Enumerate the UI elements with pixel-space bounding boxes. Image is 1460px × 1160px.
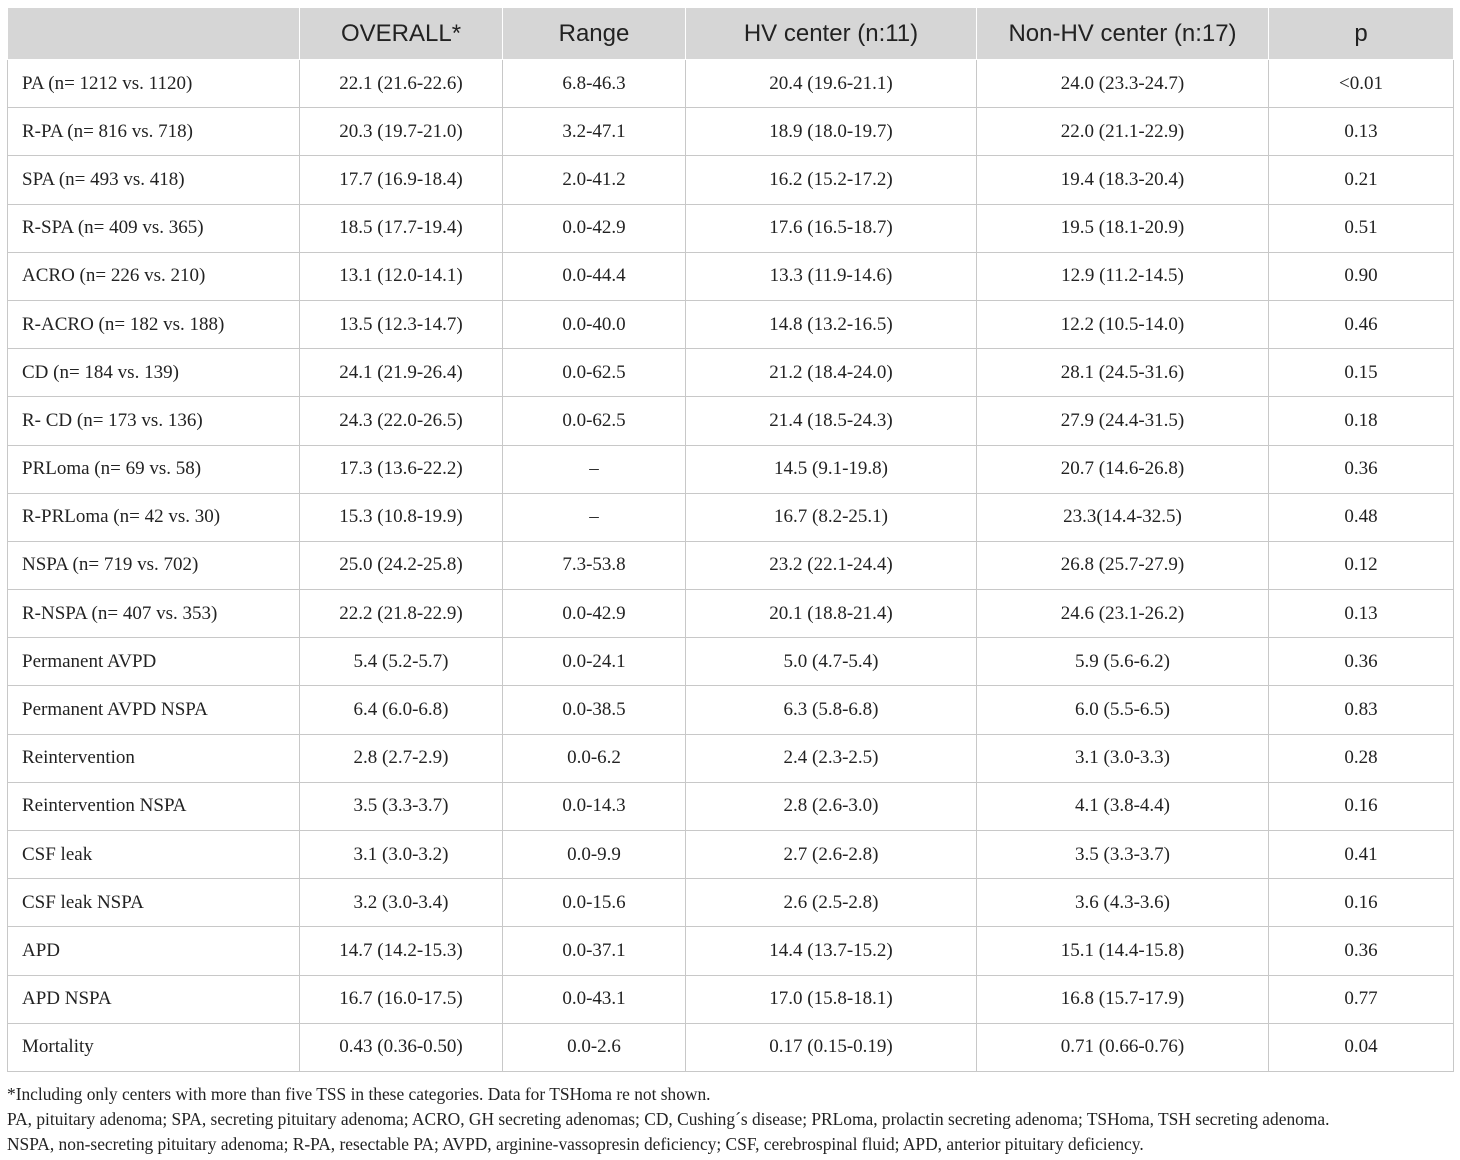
p-value: 0.28 [1269, 734, 1454, 782]
table-row [8, 541, 1454, 589]
range-value: 0.0-24.1 [503, 638, 686, 686]
hv-center-value: 20.1 (18.8-21.4) [686, 590, 977, 638]
row-label: Permanent AVPD NSPA [8, 686, 300, 734]
table-row [8, 204, 1454, 252]
table-row [8, 300, 1454, 348]
overall-value: 22.1 (21.6-22.6) [300, 60, 503, 108]
overall-value: 24.3 (22.0-26.5) [300, 397, 503, 445]
table-row [8, 445, 1454, 493]
header-hv-center: HV center (n:11) [686, 8, 977, 60]
hv-center-value: 2.4 (2.3-2.5) [686, 734, 977, 782]
p-value: 0.51 [1269, 204, 1454, 252]
overall-value: 14.7 (14.2-15.3) [300, 927, 503, 975]
hv-center-value: 21.2 (18.4-24.0) [686, 349, 977, 397]
row-label: SPA (n= 493 vs. 418) [8, 156, 300, 204]
p-value: 0.48 [1269, 493, 1454, 541]
row-label: APD [8, 927, 300, 975]
table-row [8, 879, 1454, 927]
range-value: 3.2-47.1 [503, 108, 686, 156]
p-value: 0.15 [1269, 349, 1454, 397]
range-value: 0.0-37.1 [503, 927, 686, 975]
footnote-abbreviations-2: NSPA, non-secreting pituitary adenoma; R-PA, resectable PA; AVPD, arginine-vassopresin deficiency; CSF, cerebrospinal fluid; APD, anterior pituitary deficiency. [7, 1134, 1144, 1154]
non-hv-center-value: 28.1 (24.5-31.6) [977, 349, 1269, 397]
row-label: Mortality [8, 1023, 300, 1071]
table-footnotes [7, 1082, 1453, 1157]
hv-center-value: 14.5 (9.1-19.8) [686, 445, 977, 493]
overall-value: 2.8 (2.7-2.9) [300, 734, 503, 782]
table-row [8, 734, 1454, 782]
hv-center-value: 14.8 (13.2-16.5) [686, 300, 977, 348]
header-label-column [8, 8, 300, 60]
range-value: 0.0-6.2 [503, 734, 686, 782]
row-label: Reintervention [8, 734, 300, 782]
hv-center-value: 17.0 (15.8-18.1) [686, 975, 977, 1023]
table-row [8, 975, 1454, 1023]
p-value: 0.18 [1269, 397, 1454, 445]
table-row [8, 638, 1454, 686]
row-label: PA (n= 1212 vs. 1120) [8, 60, 300, 108]
p-value: 0.13 [1269, 108, 1454, 156]
row-label: APD NSPA [8, 975, 300, 1023]
overall-value: 3.1 (3.0-3.2) [300, 831, 503, 879]
non-hv-center-value: 12.9 (11.2-14.5) [977, 252, 1269, 300]
non-hv-center-value: 24.6 (23.1-26.2) [977, 590, 1269, 638]
p-value: 0.46 [1269, 300, 1454, 348]
overall-value: 17.3 (13.6-22.2) [300, 445, 503, 493]
non-hv-center-value: 24.0 (23.3-24.7) [977, 60, 1269, 108]
hv-center-value: 5.0 (4.7-5.4) [686, 638, 977, 686]
table-row [8, 493, 1454, 541]
row-label: R- CD (n= 173 vs. 136) [8, 397, 300, 445]
table-row [8, 252, 1454, 300]
p-value: 0.21 [1269, 156, 1454, 204]
row-label: Reintervention NSPA [8, 782, 300, 830]
range-value: – [503, 493, 686, 541]
hv-center-value: 2.6 (2.5-2.8) [686, 879, 977, 927]
p-value: 0.77 [1269, 975, 1454, 1023]
row-label: CSF leak NSPA [8, 879, 300, 927]
range-value: 0.0-44.4 [503, 252, 686, 300]
footnote-abbreviations-1: PA, pituitary adenoma; SPA, secreting pituitary adenoma; ACRO, GH secreting adenomas; CD, Cushing´s disease; PRLoma, prolactin secreting adenoma; TSHoma, TSH secreting adenoma. [7, 1109, 1330, 1129]
hv-center-value: 16.7 (8.2-25.1) [686, 493, 977, 541]
range-value: 0.0-14.3 [503, 782, 686, 830]
overall-value: 6.4 (6.0-6.8) [300, 686, 503, 734]
overall-value: 18.5 (17.7-19.4) [300, 204, 503, 252]
header-row [8, 8, 1454, 60]
hv-center-value: 0.17 (0.15-0.19) [686, 1023, 977, 1071]
p-value: 0.36 [1269, 445, 1454, 493]
range-value: 6.8-46.3 [503, 60, 686, 108]
row-label: R-SPA (n= 409 vs. 365) [8, 204, 300, 252]
hv-center-value: 21.4 (18.5-24.3) [686, 397, 977, 445]
overall-value: 0.43 (0.36-0.50) [300, 1023, 503, 1071]
p-value: 0.13 [1269, 590, 1454, 638]
table-row [8, 156, 1454, 204]
p-value: 0.16 [1269, 879, 1454, 927]
p-value: 0.16 [1269, 782, 1454, 830]
results-table-container [7, 7, 1453, 1072]
overall-value: 13.5 (12.3-14.7) [300, 300, 503, 348]
non-hv-center-value: 15.1 (14.4-15.8) [977, 927, 1269, 975]
p-value: 0.12 [1269, 541, 1454, 589]
hv-center-value: 6.3 (5.8-6.8) [686, 686, 977, 734]
non-hv-center-value: 22.0 (21.1-22.9) [977, 108, 1269, 156]
overall-value: 25.0 (24.2-25.8) [300, 541, 503, 589]
table-row [8, 927, 1454, 975]
p-value: 0.90 [1269, 252, 1454, 300]
p-value: 0.36 [1269, 927, 1454, 975]
hv-center-value: 2.7 (2.6-2.8) [686, 831, 977, 879]
range-value: 0.0-2.6 [503, 1023, 686, 1071]
overall-value: 20.3 (19.7-21.0) [300, 108, 503, 156]
non-hv-center-value: 3.6 (4.3-3.6) [977, 879, 1269, 927]
hv-center-value: 17.6 (16.5-18.7) [686, 204, 977, 252]
overall-value: 5.4 (5.2-5.7) [300, 638, 503, 686]
row-label: PRLoma (n= 69 vs. 58) [8, 445, 300, 493]
non-hv-center-value: 5.9 (5.6-6.2) [977, 638, 1269, 686]
range-value: 0.0-42.9 [503, 590, 686, 638]
hv-center-value: 2.8 (2.6-3.0) [686, 782, 977, 830]
table-header [8, 8, 1454, 60]
non-hv-center-value: 3.5 (3.3-3.7) [977, 831, 1269, 879]
row-label: R-PA (n= 816 vs. 718) [8, 108, 300, 156]
hv-center-value: 14.4 (13.7-15.2) [686, 927, 977, 975]
footnote-asterisk: *Including only centers with more than five TSS in these categories. Data for TSHoma re not shown. [7, 1084, 711, 1104]
p-value: 0.36 [1269, 638, 1454, 686]
overall-value: 3.5 (3.3-3.7) [300, 782, 503, 830]
hv-center-value: 16.2 (15.2-17.2) [686, 156, 977, 204]
p-value: 0.04 [1269, 1023, 1454, 1071]
row-label: R-ACRO (n= 182 vs. 188) [8, 300, 300, 348]
non-hv-center-value: 27.9 (24.4-31.5) [977, 397, 1269, 445]
row-label: Permanent AVPD [8, 638, 300, 686]
table-row [8, 831, 1454, 879]
range-value: 0.0-62.5 [503, 349, 686, 397]
table-row [8, 108, 1454, 156]
table-body [8, 60, 1454, 1072]
range-value: 0.0-40.0 [503, 300, 686, 348]
non-hv-center-value: 0.71 (0.66-0.76) [977, 1023, 1269, 1071]
hv-center-value: 23.2 (22.1-24.4) [686, 541, 977, 589]
row-label: ACRO (n= 226 vs. 210) [8, 252, 300, 300]
range-value: 0.0-43.1 [503, 975, 686, 1023]
range-value: 0.0-9.9 [503, 831, 686, 879]
overall-value: 16.7 (16.0-17.5) [300, 975, 503, 1023]
table-row [8, 590, 1454, 638]
row-label: NSPA (n= 719 vs. 702) [8, 541, 300, 589]
range-value: 0.0-62.5 [503, 397, 686, 445]
row-label: R-PRLoma (n= 42 vs. 30) [8, 493, 300, 541]
row-label: R-NSPA (n= 407 vs. 353) [8, 590, 300, 638]
range-value: 0.0-15.6 [503, 879, 686, 927]
row-label: CSF leak [8, 831, 300, 879]
header-overall: OVERALL* [300, 8, 503, 60]
non-hv-center-value: 3.1 (3.0-3.3) [977, 734, 1269, 782]
table-row [8, 349, 1454, 397]
table-row [8, 686, 1454, 734]
overall-value: 13.1 (12.0-14.1) [300, 252, 503, 300]
table-row [8, 1023, 1454, 1071]
p-value: <0.01 [1269, 60, 1454, 108]
non-hv-center-value: 6.0 (5.5-6.5) [977, 686, 1269, 734]
table-row [8, 782, 1454, 830]
range-value: 0.0-38.5 [503, 686, 686, 734]
non-hv-center-value: 26.8 (25.7-27.9) [977, 541, 1269, 589]
header-range: Range [503, 8, 686, 60]
results-table [7, 7, 1454, 1072]
non-hv-center-value: 12.2 (10.5-14.0) [977, 300, 1269, 348]
header-p-value: p [1269, 8, 1454, 60]
header-non-hv-center: Non-HV center (n:17) [977, 8, 1269, 60]
non-hv-center-value: 4.1 (3.8-4.4) [977, 782, 1269, 830]
row-label: CD (n= 184 vs. 139) [8, 349, 300, 397]
non-hv-center-value: 19.4 (18.3-20.4) [977, 156, 1269, 204]
overall-value: 22.2 (21.8-22.9) [300, 590, 503, 638]
overall-value: 17.7 (16.9-18.4) [300, 156, 503, 204]
range-value: 0.0-42.9 [503, 204, 686, 252]
hv-center-value: 13.3 (11.9-14.6) [686, 252, 977, 300]
range-value: 2.0-41.2 [503, 156, 686, 204]
overall-value: 3.2 (3.0-3.4) [300, 879, 503, 927]
overall-value: 15.3 (10.8-19.9) [300, 493, 503, 541]
non-hv-center-value: 19.5 (18.1-20.9) [977, 204, 1269, 252]
hv-center-value: 18.9 (18.0-19.7) [686, 108, 977, 156]
non-hv-center-value: 23.3(14.4-32.5) [977, 493, 1269, 541]
table-row [8, 397, 1454, 445]
non-hv-center-value: 16.8 (15.7-17.9) [977, 975, 1269, 1023]
range-value: 7.3-53.8 [503, 541, 686, 589]
hv-center-value: 20.4 (19.6-21.1) [686, 60, 977, 108]
overall-value: 24.1 (21.9-26.4) [300, 349, 503, 397]
non-hv-center-value: 20.7 (14.6-26.8) [977, 445, 1269, 493]
table-row [8, 60, 1454, 108]
p-value: 0.83 [1269, 686, 1454, 734]
range-value: – [503, 445, 686, 493]
p-value: 0.41 [1269, 831, 1454, 879]
